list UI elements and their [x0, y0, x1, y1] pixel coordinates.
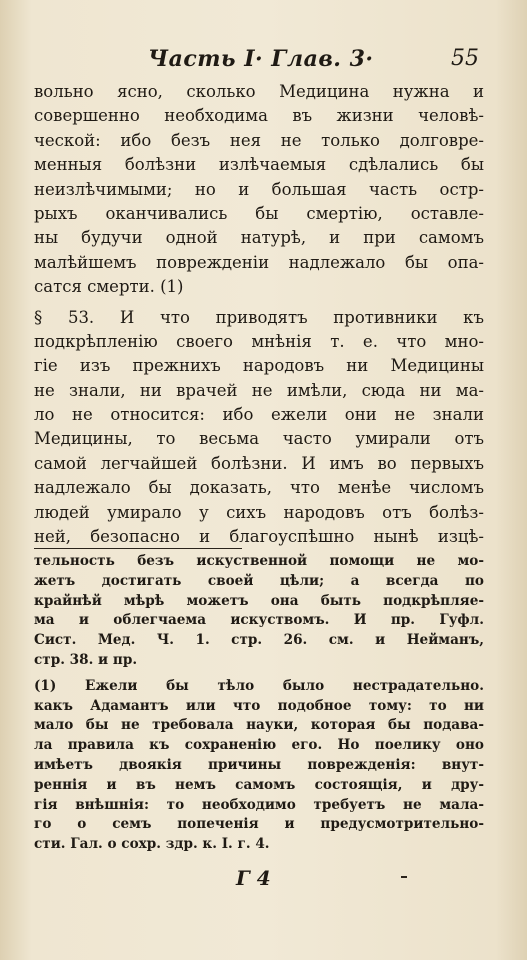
- text-line: неизлѣчимыми; но и большая часть остр-: [34, 179, 484, 199]
- ornament-dash: [401, 876, 407, 878]
- footnote-line: ла правила къ сохраненію его. Но поелику оно: [34, 737, 484, 754]
- text-line: вольно ясно, сколько Медицина нужна и: [34, 82, 484, 101]
- footnote-line: тельность безъ искуственной помощи не мо-: [34, 553, 484, 569]
- footnote-line: гія внѣшнія: то необходимо требуетъ не мала-: [34, 796, 484, 813]
- text-line: рыхъ оканчивались бы смертію, оставле-: [34, 203, 484, 223]
- text-line: самой легчайшей болѣзни. И имъ во первыхъ: [34, 453, 484, 473]
- footnote-divider: [34, 548, 242, 549]
- text-line: ческой: ибо безъ нея не только долговре-: [34, 130, 484, 150]
- running-head-title: Часть I· Глав. 3·: [148, 46, 374, 72]
- footnote-line: жетъ достигать своей цѣли; а всегда по: [34, 572, 484, 589]
- footnote-line: (1) Ежели бы тѣло было нестрадательно.: [34, 677, 484, 694]
- signature-mark: Г 4: [236, 866, 271, 890]
- text-line: ны будучи одной натурѣ, и при самомъ: [34, 228, 484, 248]
- text-line: подкрѣпленію своего мнѣнія т. е. что мно-: [34, 331, 484, 351]
- text-line: людей умирало у сихъ народовъ отъ болѣз-: [34, 502, 484, 522]
- text-line: менныя болѣзни излѣчаемыя сдѣлались бы: [34, 155, 484, 175]
- footnote-line: реннія и въ немъ самомъ состоящія, и дру-: [34, 776, 484, 793]
- text-line: малѣйшемъ поврежденіи надлежало бы опа-: [34, 252, 484, 272]
- footnotes: [34, 552, 484, 855]
- footnote-line: стр. 38. и пр.: [34, 651, 138, 668]
- footnote-line: имѣетъ двоякія причины поврежденія: внут-: [34, 756, 484, 773]
- text-line: сатся смерти. (1): [34, 277, 184, 297]
- running-head: [0, 44, 527, 78]
- footnote-line: сти. Гал. о сохр. здр. к. I. г. 4.: [34, 836, 270, 853]
- text-line: Медицины, то весьма часто умирали отъ: [34, 429, 484, 449]
- footnote-line: ма и облегчаема искуствомъ. И пр. Гуфл.: [34, 612, 484, 629]
- text-line: не знали, ни врачей не имѣли, сюда ни ма-: [34, 380, 484, 400]
- footnote-line: го о семъ попеченія и предусмотрительно-: [34, 816, 484, 833]
- text-line: совершенно необходима въ жизни человѣ-: [34, 106, 484, 126]
- footnote-1: [34, 677, 484, 855]
- footnote-line: Сист. Мед. Ч. 1. стр. 26. см. и Нейманъ,: [34, 632, 484, 649]
- text-line: надлежало бы доказать, что менѣе числомъ: [34, 478, 484, 498]
- main-text: [34, 80, 484, 549]
- text-line: гіе изъ прежнихъ народовъ ни Медицины: [34, 356, 484, 376]
- text-line: § 53. И что приводятъ противники къ: [34, 307, 484, 327]
- text-line: ней, безопасно и благоуспѣшно нынѣ изцѣ-: [34, 527, 484, 547]
- footnote-line: какъ Адамантъ или что подобное тому: то ни: [34, 697, 484, 714]
- footnote-continuation: [34, 552, 484, 671]
- footnote-line: крайнѣй мѣрѣ можетъ она быть подкрѣпляе-: [34, 592, 484, 609]
- footnote-line: мало бы не требовала науки, которая бы подава-: [34, 717, 484, 734]
- page-number: 55: [451, 46, 479, 71]
- text-line: ло не относится: ибо ежели они не знали: [34, 405, 484, 425]
